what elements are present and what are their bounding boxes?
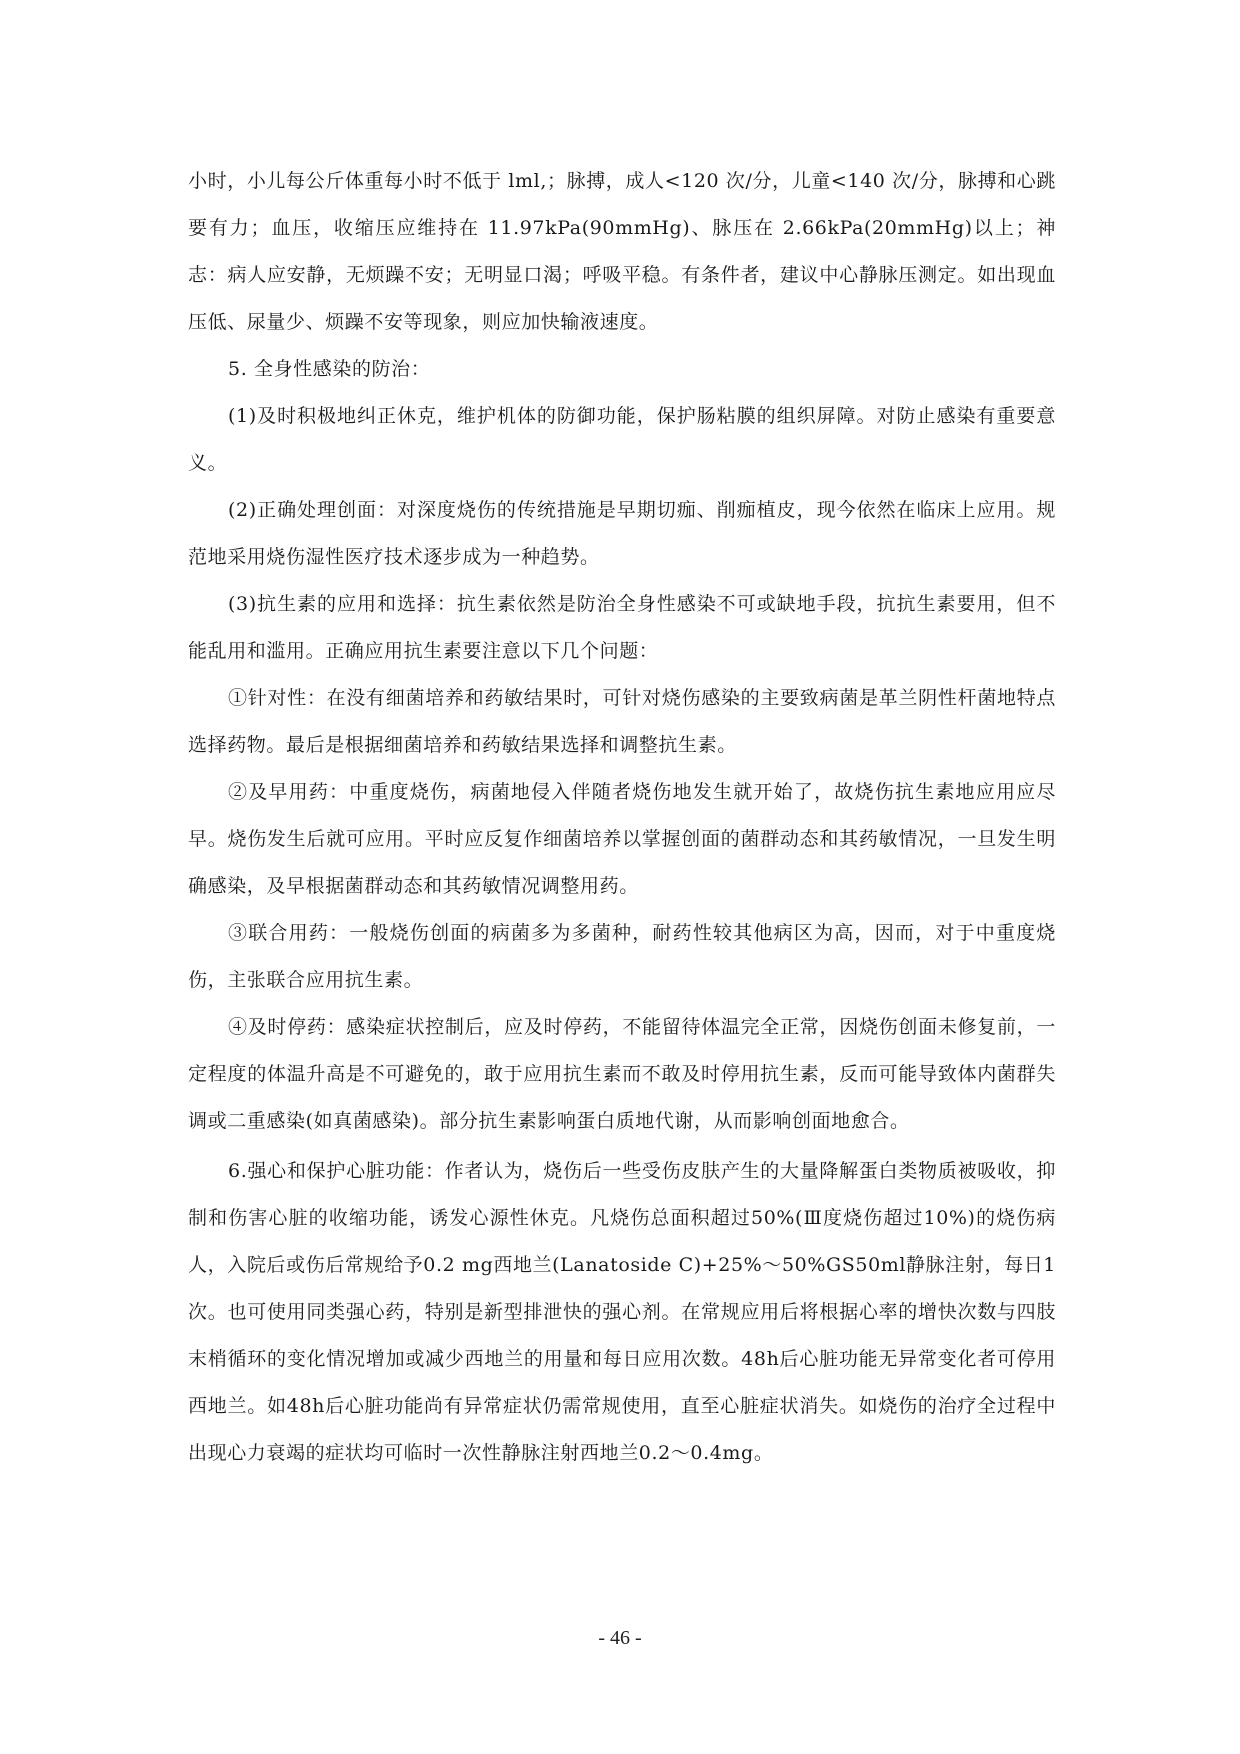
section-6-paragraph: 6.强心和保护心脏功能：作者认为，烧伤后一些受伤皮肤产生的大量降解蛋白类物质被吸收，抑制和伤害心脏的收缩功能，诱发心源性休克。凡烧伤总面积超过50%(Ⅲ度烧伤超过10%)的烧伤病人，入院后或伤后常规给予0.2 mg西地兰(Lanatoside C)+25%～50%GS50ml静脉注射，每日1次。也可使用同类强心药，特别是新型排泄快的强心剂。在常规应用后将根据心率的增快次数与四肢末梢循环的变化情况增加或减少西地兰的用量和每日应用次数。48h后心脏功能无异常变化者可停用西地兰。如48h后心脏功能尚有异常症状仍需常规使用，直至心脏症状消失。如烧伤的治疗全过程中出现心力衰竭的症状均可临时一次性静脉注射西地兰0.2～0.4mg。 [188,1160,1056,1464]
antibiotic-point-4: ④及时停药：感染症状控制后，应及时停药，不能留待体温完全正常，因烧伤创面未修复前，一定程度的体温升高是不可避免的，敢于应用抗生素而不敢及时停用抗生素，反而可能导致体内菌群失调或二重感染(如真菌感染)。部分抗生素影响蛋白质地代谢，从而影响创面地愈合。 [188,1016,1056,1132]
body-text [188,158,1056,1477]
antibiotic-point-1: ①针对性：在没有细菌培养和药敏结果时，可针对烧伤感染的主要致病菌是革兰阴性杆菌地特点选择药物。最后是根据细菌培养和药敏结果选择和调整抗生素。 [188,687,1056,756]
page-number: - 46 - [598,1627,642,1649]
antibiotic-point-3: ③联合用药：一般烧伤创面的病菌多为多菌种，耐药性较其他病区为高，因而，对于中重度烧伤，主张联合应用抗生素。 [188,922,1056,991]
paragraph-continuation: 小时，小儿每公斤体重每小时不低于 lml,；脉搏，成人<120 次/分，儿童<140 次/分，脉搏和心跳要有力；血压，收缩压应维持在 11.97kPa(90mmHg)、脉压在 2.66kPa(20mmHg)以上；神志：病人应安静，无烦躁不安；无明显口渴；呼吸平稳。有条件者，建议中心静脉压测定。如出现血压低、尿量少、烦躁不安等现象，则应加快输液速度。 [188,170,1056,333]
antibiotic-point-2: ②及早用药：中重度烧伤，病菌地侵入伴随者烧伤地发生就开始了，故烧伤抗生素地应用应尽早。烧伤发生后就可应用。平时应反复作细菌培养以掌握创面的菌群动态和其药敏情况，一旦发生明确感染，及早根据菌群动态和其药敏情况调整用药。 [188,781,1056,897]
section-5-item-1: (1)及时积极地纠正休克，维护机体的防御功能，保护肠粘膜的组织屏障。对防止感染有重要意义。 [188,405,1056,474]
section-5-item-2: (2)正确处理创面：对深度烧伤的传统措施是早期切痂、削痂植皮，现今依然在临床上应用。规范地采用烧伤湿性医疗技术逐步成为一种趋势。 [188,499,1056,568]
section-5-item-3: (3)抗生素的应用和选择：抗生素依然是防治全身性感染不可或缺地手段，抗抗生素要用，但不能乱用和滥用。正确应用抗生素要注意以下几个问题： [188,593,1056,662]
section-5-heading: 5. 全身性感染的防治： [228,358,431,380]
